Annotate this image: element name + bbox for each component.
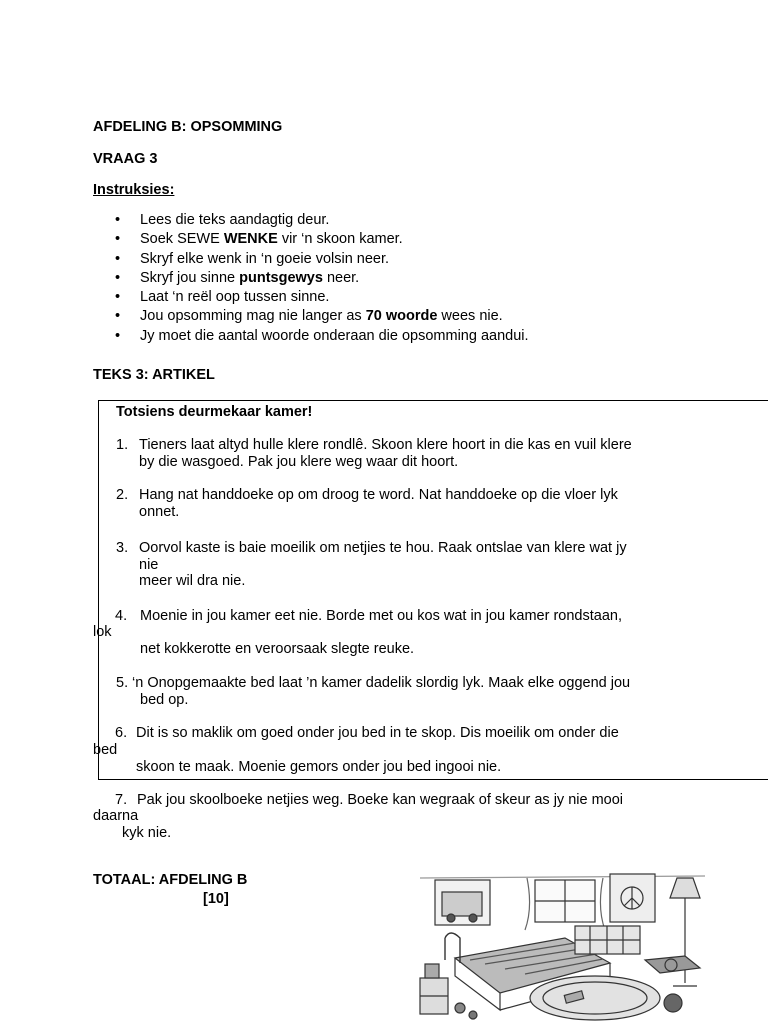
article-item-text: net kokkerotte en veroorsaak slegte reuke. [140, 641, 415, 657]
instruction-item: • Lees die teks aandagtig deur. [115, 212, 529, 231]
total-marks: [10] [203, 891, 229, 907]
emphasis: puntsgewys [239, 269, 323, 286]
lamp-shade [670, 878, 700, 898]
instruction-item: • Laat ‘n reël oop tussen sinne. [115, 289, 529, 308]
article-item-number: 7. [115, 792, 128, 808]
article-item-text: bed op. [140, 692, 189, 708]
article-item-text: Pak jou skoolboeke netjies weg. Boeke kan wegraak of skeur as jy nie mooi [137, 792, 624, 808]
article-item-number: 3. [116, 540, 129, 556]
article-item-text: lok [93, 624, 112, 640]
article-item-text: Hang nat handdoeke op om droog te word. Nat handdoeke op die vloer lyk [139, 487, 618, 503]
article-item-text: by die wasgoed. Pak jou klere weg waar dit hoort. [139, 454, 459, 470]
article-item-text: bed [93, 742, 118, 758]
article-item-text: ‘n Onopgemaakte bed laat ’n kamer dadelik slordig lyk. Maak elke oggend jou [132, 675, 631, 691]
section-title: AFDELING B: OPSOMMING [93, 119, 283, 135]
article-item-number: 1. [116, 437, 129, 453]
instructions-heading: Instruksies: [93, 182, 175, 198]
instructions-list [115, 212, 529, 347]
article-item-number: 4. [115, 608, 128, 624]
instruction-item: • Soek SEWE WENKE vir ‘n skoon kamer. [115, 231, 529, 250]
instruction-item: • Jy moet die aantal woorde onderaan die opsomming aandui. [115, 328, 529, 347]
question-number: VRAAG 3 [93, 151, 158, 167]
article-item-number: 6. [115, 725, 128, 741]
emphasis: WENKE [223, 231, 278, 248]
article-item-text: Oorvol kaste is baie moeilik om netjies te hou. Raak ontslae van klere wat jy [139, 540, 627, 556]
instruction-item: • Jou opsomming mag nie langer as 70 woorde wees nie. [115, 308, 529, 327]
article-title: Totsiens deurmekaar kamer! [116, 404, 313, 420]
instruction-item: • Skryf elke wenk in ‘n goeie volsin neer. [115, 251, 529, 270]
article-item-text: meer wil dra nie. [139, 573, 246, 589]
article-item-number: 5. [116, 675, 129, 691]
floor-object [664, 994, 682, 1012]
article-item-text: Dit is so maklik om goed onder jou bed in te skop. Dis moeilik om onder die [136, 725, 619, 741]
article-item-text: onnet. [139, 504, 180, 520]
instruction-item: • Skryf jou sinne puntsgewys neer. [115, 270, 529, 289]
article-item-text: Tieners laat altyd hulle klere rondlê. Skoon klere hoort in die kas en vuil klere [139, 437, 632, 453]
article-item-number: 2. [116, 487, 129, 503]
article-item-text: kyk nie. [122, 825, 172, 841]
text-label: TEKS 3: ARTIKEL [93, 367, 215, 383]
article-item-text: daarna [93, 808, 139, 824]
total-label: TOTAAL: AFDELING B [93, 872, 248, 888]
emphasis: 70 woorde [365, 308, 438, 325]
messy-bedroom-illustration [415, 868, 715, 1024]
article-item-text: skoon te maak. Moenie gemors onder jou bed ingooi nie. [136, 759, 502, 775]
article-item-text: nie [139, 557, 159, 573]
article-item-text: Moenie in jou kamer eet nie. Borde met ou kos wat in jou kamer rondstaan, [140, 608, 622, 624]
